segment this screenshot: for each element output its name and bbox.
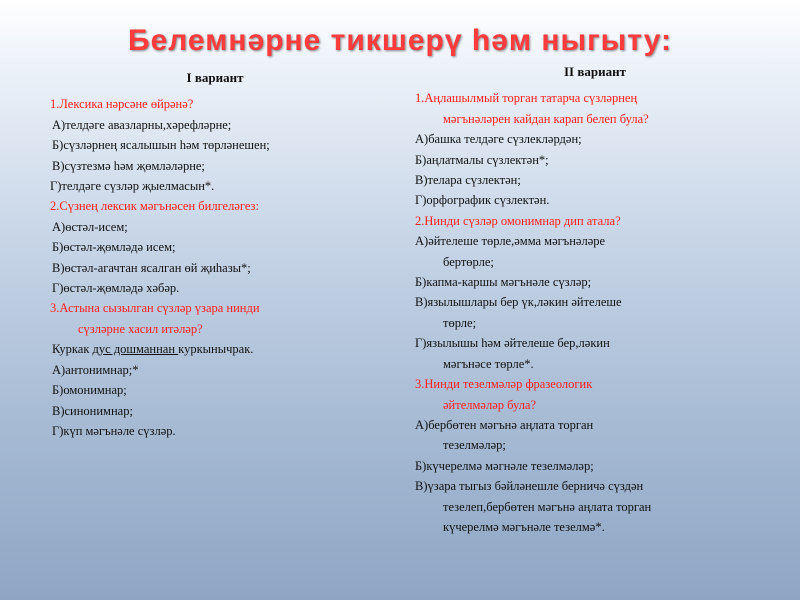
variant-1-column	[50, 68, 390, 441]
question-2: 2.Нинди сүзләр омонимнар дип атала?	[415, 213, 621, 228]
answer-continuation: тезелмәләр;	[443, 438, 506, 453]
question-1-continuation: мәгънәләрен кайдан карап белеп була?	[443, 111, 649, 126]
answer-item: А)бербөтен мәгънә аңлата торган	[415, 417, 594, 432]
answer-item: Г)өстәл-җөмләдә хәбәр.	[52, 281, 180, 296]
variant-2-column	[415, 62, 760, 537]
answer-item: Г)орфографик сүзлектән.	[415, 193, 550, 208]
answer-continuation: мәгънәсе төрле*.	[443, 356, 534, 371]
question-1: 1.Лексика нәрсәне өйрәнә?	[50, 97, 194, 112]
answer-item: В)өстәл-агачтан ясалган өй җиһазы*;	[52, 260, 251, 275]
answer-continuation: күчерелмә мәгънәле тезелмә*.	[443, 519, 605, 534]
question-3-continuation: сүзләрне хасил итәләр?	[78, 321, 203, 336]
answer-item: А)өстәл-исем;	[52, 219, 128, 234]
answer-continuation: тезелеп,бербөтен мәгънә аңлата торган	[443, 499, 652, 514]
example-text: Куркак	[52, 342, 93, 357]
answer-item: Б)күчерелмә мәгнәле тезелмәләр;	[415, 458, 594, 473]
answer-item: Б)капма-каршы мәгънәле сүзләр;	[415, 275, 592, 290]
answer-item: Б)омонимнар;	[52, 383, 127, 398]
example-underlined-words: дус дошманнан	[92, 342, 179, 357]
answer-item: Г)язылышы һәм әйтелеше бер,ләкин	[415, 336, 610, 351]
answer-item: Г)күп мәгънәле сүзләр.	[52, 423, 176, 438]
answer-item: В)сүзтезмә һәм җөмләләрне;	[52, 158, 205, 173]
answer-item: В)синонимнар;	[52, 403, 133, 418]
example-text-end: куркынычрак.	[178, 342, 254, 357]
answer-item: Б)сүзләрнең ясалышын һәм төрләнешен;	[52, 138, 270, 153]
answer-item: Б)өстәл-җөмләдә исем;	[52, 240, 176, 255]
question-3: 3.Астына сызылган сүзләр үзара нинди	[50, 301, 260, 316]
answer-item: А)антонимнар;*	[52, 362, 139, 377]
question-2: 2.Сүзнең лексик мәгънәсен билгеләгез:	[50, 199, 259, 214]
answer-item: В)язылышлары бер үк,ләкин әйтелеше	[415, 295, 622, 310]
answer-item: В)телара сүзлектән;	[415, 173, 521, 188]
question-3-continuation: әйтелмәләр була?	[443, 397, 537, 412]
example-sentence	[50, 339, 390, 359]
answer-continuation: бертөрле;	[443, 254, 494, 269]
answer-item: Г)телдәге сүзләр җыелмасын*.	[50, 179, 215, 194]
answer-item: А)әйтелеше төрле,әмма мәгънәләре	[415, 234, 606, 249]
question-3: 3.Нинди тезелмәләр фразеологик	[415, 377, 593, 392]
answer-item: А)телдәге авазларны,хәрефләрне;	[52, 117, 232, 132]
variant-1-heading: I вариант	[186, 70, 244, 85]
answer-continuation: төрле;	[443, 315, 477, 330]
answer-item: В)үзара тыгыз бәйләнешле берничә сүздән	[415, 479, 644, 494]
question-1: 1.Аңлашылмый торган татарча сүзләрнең	[415, 91, 638, 106]
variant-2-heading: II вариант	[564, 64, 626, 79]
answer-item: Б)аңлатмалы сүзлектән*;	[415, 152, 549, 167]
answer-item: А)башка телдәге сүзлекләрдән;	[415, 132, 582, 147]
slide-title: Белемнәрне тикшерү һәм ныгыту:	[128, 24, 672, 57]
